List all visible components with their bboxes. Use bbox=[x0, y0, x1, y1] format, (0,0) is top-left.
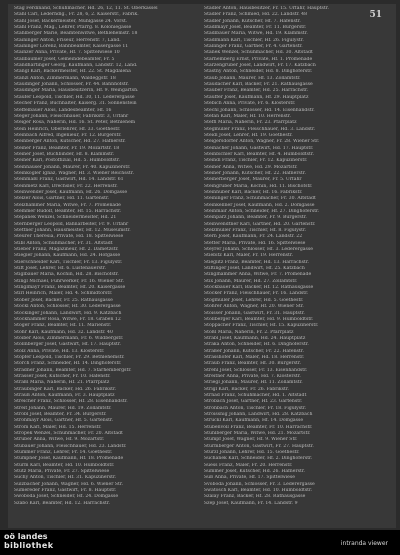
directory-entry: Stechl Johann, Schlosser, Hd. 14. Eisenhandstr. bbox=[204, 107, 315, 113]
directory-entry: Starhemberg Ernst, Private, Hf. 1. Promenade bbox=[204, 56, 313, 62]
directory-entry: Swoboda Josef, Schneider, Hf. 24. Domgasse bbox=[14, 494, 119, 500]
directory-entry: Steurer Theresia, Private, Hd. 18. Spittelwiese bbox=[14, 234, 124, 240]
directory-entry: Stegmüller Franz, Fleischhauer, Hd. 3. Landstr. bbox=[204, 126, 316, 132]
directory-entry: Suess Franz, Maler, Fr. 20. Herrenstr. bbox=[204, 462, 293, 468]
directory-entry: Swatosch Karl, Beamter, Hd. 10. Humboldtstr. bbox=[204, 488, 313, 494]
directory-entry: Steinkellner Josef, Kaufmann, Hd. 2. Domgasse bbox=[204, 202, 315, 208]
directory-entry: Stöber Josef, Bäcker, Fr. 25. Rathausgasse bbox=[14, 297, 113, 303]
directory-entry: Steinwendtner Karl, Gärtner, Hd. 20. Gartenstr. bbox=[204, 221, 316, 227]
directory-entry: Stauber Franz, Beamter, Hd. 25. Harrachstr. bbox=[204, 88, 309, 94]
directory-entry: Stingl Michael, Fuhrwerker, Fr. 16. Wiener Str. bbox=[14, 278, 124, 284]
directory-entry: Stöllnberger Josef, Gastwirt, Hf. 17. Hauptstr. bbox=[14, 342, 122, 348]
directory-entry: Streicher Franz, Schlosser, Hf. 28. Eisenhandstr. bbox=[14, 399, 128, 405]
directory-entry: Stahlberger Marie, Beamtenwitwe, Bethlehemstr. 18 bbox=[14, 31, 138, 37]
directory-entry: Stanzl Anton, Zimmermann, Waldeggstr. 18 bbox=[14, 75, 116, 81]
directory-entry: Stebich Anna, Private, Fr. 6. Klosterstr. bbox=[204, 101, 296, 107]
directory-entry: Steinhauser Johann, Maurer, Fr. 40. Kapuzinerstr. bbox=[14, 164, 131, 170]
directory-entry: Stumpf Josef, Wagner, Hf. 9. Wiener Str. bbox=[204, 437, 298, 443]
left-column bbox=[14, 6, 194, 522]
directory-entry: Stadlbauer Maria, Witwe, Hd. 19. Klammstr. bbox=[204, 31, 308, 37]
directory-entry: Steffelbauer Alois, Landesbeamter, Hf. 16 bbox=[14, 107, 112, 113]
page-number: 51 bbox=[369, 10, 382, 20]
directory-entry: Stierschneider Karl, Tischler, Fr. 13. Figulystr. bbox=[14, 259, 123, 265]
directory-entry: Strnad Franz, Schuhmacher, Hd. 1. Altstadt bbox=[204, 392, 307, 398]
directory-entry: Stuhlberger Maria, Witwe, Hd. 21. Mozartstr. bbox=[204, 431, 311, 437]
directory-entry: Sturmberger Anton, Gastwirt, Fr. 27. Hauptstr. bbox=[204, 443, 314, 449]
directory-entry: Starzengruber Josef, Landwirt, Fr. 17. Katzbach bbox=[204, 63, 316, 69]
directory-entry: Steininger Franz, Schuhmacher, Fr. 30. Altstadt bbox=[204, 196, 316, 202]
logo-line-1: oö landes bbox=[4, 532, 48, 541]
directory-entry: Straßer Johann, Kutscher, Fr. 22. Hafenstr. bbox=[204, 348, 304, 354]
directory-entry: Stropek Wenzel, Schuhmacher, Fr. 20. Altstadt bbox=[14, 431, 123, 437]
directory-entry: Stadlmayr Josef, Beamter, Fr. 11. Bürgerstr. bbox=[204, 25, 307, 31]
directory-entry: Stauffer Josef, Kaufmann, Hf. 29. Hauptplatz bbox=[204, 94, 309, 100]
directory-entry: Stollberger Karl, Beamter, Hd. 9. Humboldtstr. bbox=[204, 316, 314, 322]
directory-entry: Stecher Franz, Buchhalter, Kaiserg. 31. Sonnenstein bbox=[14, 101, 137, 107]
directory-entry: Stoiber Alois, Zimmermann, Fr. 6. Wildbergstr. bbox=[14, 335, 124, 341]
directory-entry: Strehl Josef, Schlosser, Fr. 13. Eisenhandstr. bbox=[204, 367, 308, 373]
directory-entry: Stainzer Anna, Private, Hf. 7. Spittelwiese 10 bbox=[14, 50, 120, 56]
directory-entry: Stütz Maria, Private, Fr. 27. Spittelwiese bbox=[14, 469, 110, 475]
directory-entry: Stirl Heinrich, Maler, Hd. 4. Schmidtorstr. bbox=[14, 291, 113, 297]
directory-entry: Staudacher Karl, Bäcker, Fr. 21. Rathausgasse bbox=[204, 82, 313, 88]
directory-entry: Strobl Josef, Beamter, Fr. 34. Bürgerstr. bbox=[14, 412, 107, 417]
directory-entry: Stinglmayr Franz, Beamter, Hf. 20. Kaisergasse bbox=[14, 285, 126, 291]
directory-entry: Stadler Johann, Kutscher, Hf. 7. Hafenstr. bbox=[204, 18, 301, 24]
directory-entry: Stöger Franz, Beamter, Hf. 11. Marienstr. bbox=[14, 323, 112, 329]
directory-entry: Stumpner Josef, Kaufmann, Hf. 18. Promenade bbox=[14, 456, 124, 462]
directory-entry: Strasshofer Karl, Maler, Hd. 18. Herrenstr. bbox=[204, 354, 305, 360]
directory-entry: Stiebitz Karl, Maler, Fr. 19. Herrenstr. bbox=[204, 253, 294, 259]
directory-entry: Striegl Johann, Maurer, Hf. 11. Zollamtstr. bbox=[204, 380, 303, 386]
directory-entry: Standhartinger Georg, Kaufmann, Landstr. 12, Land. bbox=[14, 63, 138, 69]
directory-entry: Struber Anna, Witwe, Hf. 9. Mozartstr. bbox=[14, 437, 105, 443]
library-logo[interactable] bbox=[4, 532, 53, 550]
directory-entry: Steinkogler Ignaz, Wagner, Hf. 3. Wiener Reichsstr. bbox=[14, 170, 134, 176]
directory-entry: Straub Franz, Beamter, Hf. 30. Bürgerstr. bbox=[204, 361, 302, 367]
directory-entry: Sturm Karl, Beamter, Hd. 10. Humboldtstr. bbox=[14, 462, 115, 468]
directory-entry: Steingruber Maria, Köchin, Hd. 11. Bischofstr. bbox=[204, 183, 313, 189]
directory-entry: Steinbichler Karl, Beamter, Hf. 4. Humboldtstr. bbox=[204, 151, 314, 157]
right-column bbox=[204, 6, 384, 522]
directory-entry: Stettner Johann, Hausmeister, Hf. 12. Museumstr. bbox=[14, 228, 131, 234]
directory-entry: Stinglhammer Anna, Witwe, Fr. 7. Promenade bbox=[204, 272, 312, 278]
directory-entry: Steiner Karl, Postoffizial, Hd. 5. Humboldtstr. bbox=[14, 158, 121, 164]
directory-entry: Steinmaßl Franz, Gastwirt, Hd. 14. Landstr. 61 bbox=[14, 177, 124, 183]
directory-entry: Steidl Josef, Lehrer, Hf. 19. Goethestr. bbox=[204, 132, 293, 138]
directory-entry: Stein Heinrich, Oberlehrer, Hf. 33. Goethestr. bbox=[14, 126, 121, 132]
directory-entry: Stubauer Johann, Fleischhauer, Hd. 23. Landstr. bbox=[14, 443, 127, 449]
directory-entry: Stockbauer Karl, Bäcker, Hf. 12. Rathausgasse bbox=[204, 285, 314, 291]
directory-entry: Stahl Carl, Lederhdlg., Fr. 28, 6, 2. Kaiserstr., Fabrik. bbox=[14, 12, 139, 18]
directory-entry: Staudinger Maria, Hausbesitzerin, Hf. 9. Weingartsh. bbox=[14, 88, 139, 94]
directory-entry: Steindl Franz, Tischler, Fr. 12. Kapuzinerstr. bbox=[204, 158, 308, 164]
directory-entry: Storch Franz, Schneider, Hf. 14. Dinghoferstr. bbox=[14, 361, 122, 367]
directory-entry: Strobach Josef, Gärtner, Hf. 23. Gartenstr. bbox=[204, 399, 303, 405]
directory-entry: Stoppacher Franz, Tischler, Hf. 15. Kapuzinerstr. bbox=[204, 323, 319, 329]
directory-entry: Szep Josef, Kaufmann, Fr. 14. Landstr. 9 bbox=[204, 500, 298, 506]
directory-entry: Stiegler Johann, Kaufmann, Hd. 24. Hofgasse bbox=[14, 253, 121, 259]
directory-entry: Szalay Franz, Bäcker, Hf. 28. Rathausgasse bbox=[204, 494, 306, 500]
directory-entry: Stradner Johann, Beamter, Hd. 7. Starhembergstr. bbox=[14, 367, 132, 373]
directory-entry: Stallinger Franz, Gärtner, Fr. 4. Gartenstr. bbox=[204, 44, 303, 50]
directory-entry: Summer Josef, Kutscher, Hd. 26. Hafnerstr. bbox=[204, 469, 305, 475]
directory-entry: Stieglitz Franz, Beamter, Hd. 13. Harrachstr. bbox=[204, 259, 309, 265]
directory-entry: Strohmayr Alois, Gärtner, Hf. 5. Gartenstr. bbox=[14, 418, 114, 424]
directory-entry: Steiner Josef, Buchbinder, Hf. 8. Klammstr. bbox=[14, 151, 115, 157]
directory-entry: Stadlmann Karl, Tischler, Hf. 26. Figulystr. bbox=[204, 37, 304, 43]
directory-entry: Stanek Wenzel, Schuhmacher, Hd. 30. Altstadt bbox=[204, 50, 313, 56]
directory-entry: Stefan Karl, Maler, Hf. 10. Herrenstr. bbox=[204, 113, 291, 119]
directory-entry: Steinwender Josef, Kaufmann, Hf. 26. Domgasse bbox=[14, 189, 128, 195]
directory-entry: Suchanek Karl, Schneider, Hf. 2. Dinghoferstr. bbox=[204, 456, 313, 462]
directory-entry: Steffl Maria, Näherin, Fr. 23. Pfarrplatz bbox=[204, 120, 297, 126]
directory-entry: Stemmer Rudolf, Beamter, Hf. 15. Harrachstr. bbox=[14, 209, 122, 214]
directory-entry: Stockhammer Rosa, Witwe, Fr. 18. Graben 12 bbox=[14, 316, 121, 322]
directory-entry: Straubinger Karl, Bäcker, Hd. 26. Fabrikstr. bbox=[14, 386, 117, 392]
directory-entry: Steinparz Johann, Beamter, Fr. 9. Bürgerstr. bbox=[204, 215, 307, 221]
directory-entry: Steinberger Anton, Kutscher, Hd. 27. Hafnerstr. bbox=[14, 139, 126, 145]
directory-entry: Stahl Josef, Bäckermeister, Mühlgasse 24. Vorst. bbox=[14, 18, 128, 24]
directory-entry: Sternberger Leopold, Bahnarbeiter, Fr. 9. Urfahr bbox=[14, 221, 129, 227]
directory-entry: Stürzl Johann, Lehrer, Hd. 15. Goethestr. bbox=[204, 450, 300, 456]
directory-entry: Steinmair Anton, Schneider, Hf. 27. Dinghoferstr. bbox=[204, 209, 320, 214]
directory-entry: Stift Josef, Lehrer, Hf. 6. Lustenauerstr. bbox=[14, 266, 107, 272]
directory-entry: Stepanek Wenzel, Schneidermeister, Hd. 21 bbox=[14, 215, 117, 221]
directory-entry: Stetter Maria, Private, Hd. 16. Spittelwiese bbox=[204, 240, 306, 246]
directory-entry: Stadler Anton, Hausbesitzer, Fr. 15. Urfahr, Hauptstr. bbox=[204, 6, 329, 11]
directory-entry: Steigersdorfer Anton, Wagner, Fr. 28. Wiener Str. bbox=[204, 139, 320, 145]
directory-entry: Strohbach Anton, Tischler, Fr. 18. Figulystr. bbox=[204, 405, 307, 411]
directory-entry: Sumereder Franz, Gastwirt, Fr. 8. Hauptstr. bbox=[14, 488, 117, 494]
directory-entry: Süß Anna, Private, Hf. 17. Spittelwiese bbox=[204, 475, 295, 481]
directory-entry: Stroissnig Johann, Landwirt, Hd. 28. Katzbach bbox=[204, 412, 313, 417]
directory-entry: Stöhr Karl, Kaufmann, Hd. 32. Landstr. 40 bbox=[14, 329, 113, 335]
directory-entry: Stern Josef, Kaufmann, Fr. 24. Landstr. 22 bbox=[204, 234, 303, 240]
directory-entry: Steinerberger Josef, Maurer, Fr. 5. Urfahr bbox=[204, 177, 302, 183]
directory-entry: Stolz Anna, Private, Hd. 13. Klosterstr. bbox=[14, 348, 105, 354]
directory-entry: Stadler Franz, Schmied, Hd. 22. Landstr. 48 bbox=[204, 12, 308, 18]
directory-entry: Stöhrer Anton, Wagner, Hf. 20. Wiener Str. bbox=[204, 304, 304, 310]
directory-entry: Stahl Franz, Mag., Lehrer, Pfarrg. 8. Koloniegasse bbox=[14, 25, 132, 31]
directory-entry: Szabo Karl, Beamter, Hd. 12. Harrachstr. bbox=[14, 500, 110, 506]
directory-entry: Stibl Anton, Schuhmacher, Fr. 31. Altstadt bbox=[14, 240, 113, 246]
directory-entry: Stögmüller Josef, Lehrer, Hd. 5. Goethestr. bbox=[204, 297, 304, 303]
directory-entry: Stubenvoll Franz, Beamter, Fr. 10. Harrachstr. bbox=[204, 424, 313, 430]
directory-entry: Stelzmüller Franz, Tischler, Hf. 8. Figulystr. bbox=[204, 228, 307, 234]
directory-entry: Straßl Maria, Näherin, Hf. 21. Pfarrplatz bbox=[14, 380, 110, 386]
directory-entry: Stag Ferdinand, Schuhmacher, Hd. 26, 12, 11. St. Oberkassel bbox=[14, 6, 158, 11]
directory-entry: Steiner Anna, Witwe, Hd. 29. Mozartstr. bbox=[204, 164, 298, 170]
directory-entry: Strom Karl, Maler, Hd. 15. Herrenstr. bbox=[14, 424, 102, 430]
directory-entry: Streitner Anna, Private, Hd. 7. Klosterstr. bbox=[204, 373, 301, 379]
directory-entry: Stieber Franz, Magazineur, Hf. 2. Dametzstr. bbox=[14, 247, 119, 253]
directory-entry: Stelzer Alois, Gärtner, Hd. 11. Gartenstr. bbox=[14, 196, 110, 202]
directory-entry: Svoboda Johann, Schlosser, Fr. 3. Lederergasse bbox=[204, 481, 315, 487]
directory-entry: Staininger Anton, Friseur, Herrenstr. 7, Land. bbox=[14, 37, 121, 43]
directory-entry: Staub Johann, Maurer, Hf. 13. Zollamtstr. bbox=[204, 75, 301, 81]
directory-entry: Strauß Anton, Kaufmann, Fr. 3. Hauptplatz bbox=[14, 392, 115, 398]
directory-entry: Stößl Maria, Näherin, Fr. 2. Pfarrplatz bbox=[204, 329, 294, 335]
directory-entry: Steyrer Johann, Schlosser, Hf. 3. Lederergasse bbox=[204, 247, 313, 253]
directory-entry: Stöckl Anton, Schlosser, Hf. 30. Lederergasse bbox=[14, 304, 121, 310]
directory-entry: Steinhuber Karl, Bäcker, Hf. 16. Fabrikstr. bbox=[204, 189, 303, 195]
directory-entry: Steinmetz Karl, Drechsler, Fr. 22. Herrenstr. bbox=[14, 183, 118, 189]
directory-entry: Struckl Karl, Kaufmann, Hf. 14. Domgasse bbox=[204, 418, 304, 424]
directory-entry: Stummer Franz, Lehrer, Fr. 14. Goethestr. bbox=[14, 450, 113, 456]
directory-entry: Steinbach Alfred, Ingenieur, Fr. 12. Bürgerstr. bbox=[14, 132, 122, 138]
viewer-label[interactable]: intranda viewer bbox=[340, 540, 388, 547]
directory-entry: Steger Johann, Fleischhauer, Fabrikstr. 3, Urfahr bbox=[14, 113, 129, 119]
directory-entry: Stopfer Leopold, Tischler, Fr. 29. Bethlehemstr. bbox=[14, 354, 125, 360]
directory-entry: Staininger Lorenz, Bahnbeamter, Kaisergasse 11 bbox=[14, 44, 129, 50]
directory-entry: Stelzhammer Maria, Witwe, Fr. 7. Promenade bbox=[14, 202, 121, 208]
directory-entry: Steiner Franz, Beamter, Fr. 19. Mozartstr. 18 bbox=[14, 145, 120, 151]
directory-entry: Stiglbauer Maria, Köchin, Hd. 28. Bischofstr. bbox=[14, 272, 119, 278]
directory-entry: Staufer Leopold, Tischler, Hd. 30, 11. Lederergasse bbox=[14, 94, 135, 100]
directory-entry: Steiner Johann, Kutscher, Hf. 22. Hafnerstr. bbox=[204, 170, 306, 176]
directory-entry: Stastny Anton, Schneider, Hd. 8. Dinghoferstr. bbox=[204, 69, 313, 75]
directory-entry: Strigl Karl, Bäcker, Fr. 26. Fabrikstr. bbox=[204, 386, 290, 392]
directory-entry: Straka Anton, Schneider, Hf. 6. Dinghoferstr. bbox=[204, 342, 309, 348]
directory-entry: Steinacher Johann, Gastwirt, Hd. 17. Hauptstr. bbox=[204, 145, 314, 151]
directory-entry: Staudinger Johann, Schlosser, Fr. 44. Bahnhofstr. bbox=[14, 82, 129, 88]
directory-entry: Suchy Anton, Tischler, Hf. 31. Kapuzinerstr. bbox=[14, 475, 117, 481]
directory-entry: Stoisser Johann, Gastwirt, Fr. 31. Hauptstr. bbox=[204, 310, 305, 316]
directory-entry: Steiger Rosa, Näherin, Hd. 16. St. Peter, Bethlehem bbox=[14, 120, 136, 126]
directory-entry: Stix Johann, Maurer, Hd. 27. Zollamtstr. bbox=[204, 278, 298, 284]
directory-entry: Stangl Karl, Bäckermeister, Hf. 22. St. Magdalena bbox=[14, 69, 131, 75]
directory-entry: Stocker Franz, Fleischhauer, Fr. 16. Landstr. bbox=[204, 291, 309, 297]
directory-entry: Stockinger Johann, Landwirt, Hd. 9. Katzbach bbox=[14, 310, 122, 316]
directory-entry: Strabl Josef, Kaufmann, Hd. 24. Hauptplatz bbox=[204, 335, 306, 341]
directory-entry: Stiftinger Josef, Landwirt, Hf. 25. Katzbach bbox=[204, 266, 305, 272]
directory-entry: Stallbaumer Josef, Gemeindebeamter, Fr. 5 bbox=[14, 56, 115, 62]
directory-entry: Strasser Josef, Kutscher, Fr. 10. Hafenstr. bbox=[14, 373, 111, 379]
directory-entry: Streit Johann, Maurer, Hd. 19. Zollamtstr. bbox=[14, 405, 112, 411]
logo-line-2: bibliothek bbox=[4, 541, 54, 550]
directory-entry: Sulzbacher Johann, Wagner, Hd. 6. Wiener Str. bbox=[14, 481, 124, 487]
